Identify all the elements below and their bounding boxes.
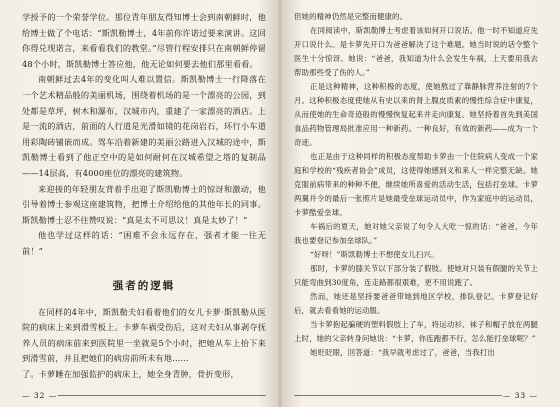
right-page <box>294 10 538 402</box>
right-paragraph-5: 车祸后的夏天，她对她父亲说了句令人大吃一惊的话：“爸爸，今年我也要登记参加垒球队。” <box>294 222 538 245</box>
right-paragraph-7: 那时，卡萝的膝关节以下部分装了假肢。使她对只装有假腿的关节上只能弯曲到30度角，连走路都很艰难，更不用说跑了。 <box>294 264 538 287</box>
section-paragraph-1: 在同样的4年中，斯凯勒夫妇看着他们的女儿卡萝·斯凯勒从医院的病床上来到滑雪板上。卡萝车祸受伤后，这对夫妇从事剥夺抚养人员的病床前来到医院里一坐就是5个小时，把她从车上抬下来到滑雪前，并且把她们的病房前所未有地…… <box>22 306 266 364</box>
right-paragraph-3: 正是这种精神，这种积极的态度，使她熬过了靠静脉营养注射的7个月。这种积极态度使她从有史以来的肾上腺皮质素的慢性综合症中康复，从而使她的生命奇迹般的慢慢恢复起来并走向康复。她坚持着首先到美国食品药物管理局批准应用一种新药。一种良好，有效的新药——成为一个奇迹。 <box>294 82 538 147</box>
left-page <box>22 10 266 402</box>
left-paragraph-2: 南朝鲜过去4年的变化叫人难以置信。斯凯勒博士一行降落在一个艺术精品般的美丽机场，围绕着机场的是一个漂亮的公园，到处都是草坪，树木和瀑布，汉城市内，重建了一家漂亮的酒店。上是一流的酒店，前面的人行道是光滑如镜的花岗岩石，环行小车道用彩陶砖铺嵌而成。驾车沿着新建的美丽公路进入汉城的途中，斯凯勒博士看到了他正空中的是如何耐何在汉城希望之塔的复制品——14层高，有4000座位的漂亮的建筑物。 <box>22 74 266 178</box>
section-paragraph-2: 了。卡萝睡在加强监护的病床上，她全身青肿，骨折变形， <box>22 368 239 379</box>
right-page-number: — 33 — <box>502 391 538 400</box>
left-footer-rule <box>58 395 266 396</box>
left-paragraph-1: 学授予的一个荣誉学位。那位青年朋友得知博士会到南朝鲜时，他给博士做了个电话：“斯凯勒博士，4年前你许诺过要来演讲。这回你得兑现诺言，来看看我们的教堂。”尽管行程安排只在南朝鲜停留48个小时，斯凯勒博士答应他，他无论如何要去他们那里看看。 <box>22 12 266 69</box>
right-page-body <box>294 10 538 360</box>
section-title: 强者的逻辑 <box>112 279 176 292</box>
right-paragraph-4: 也正是由于这种同样的积极态度帮助卡萝由一个住院病人变成一个家庭和学校的“残疾者协会”成员，这使得她感到义和来人一样完整无缺。她克服前病带来的种种不便，继续她所喜爱的活动生活，包括打垒球。卡萝两翼并令的最后一张照片是她最受垒球运动员中，作为家庭中的运动员，卡萝酷爱垒球。 <box>294 152 538 217</box>
left-paragraph-3: 来迎接的年轻朋友背着手出迎了斯凯勒博士的惊讶和激动，他引导着博士参观这座建筑物，把博士介绍给他的其他年长的同事。斯凯勒博士忍不住赞叹说：“真是太不可思议！真是太妙了！” <box>22 183 266 225</box>
right-paragraph-10: 她贬眨眼，回答道：“我早就考虑过了，爸爸，当我打出 <box>310 348 495 357</box>
left-paragraph-4: 他也学过这样的话：“困难不会永远存在，强者才能一往无前！” <box>22 230 266 256</box>
left-page-number: — 32 — <box>22 391 58 400</box>
right-paragraph-1: 但她的精神仍然是完整而健康的。 <box>294 12 408 21</box>
right-paragraph-6: “好呀！”斯凯勒博士不想使女儿扫兴。 <box>310 250 439 259</box>
right-footer-rule <box>294 395 502 396</box>
right-paragraph-2: 在同阅读中，斯凯勒博士考虑着该如何开口说话。他一时不知道应先开口说什么。是卡萝先开口为爸爸解决了这个难题。她当时说的话令整个医生十分惊讶。她说：“爸爸，我知道为什么会发生车祸，上天要用我去帮助那些受了伤的人。” <box>294 26 538 77</box>
right-paragraph-9: 当卡萝抱起骗硬的塑料假肢上了车，将运动衫、袜子和帽子放在两腿上时，她的父亲转身问她说：“卡萝，你连跑都不行，怎么能打垒球呢？” <box>294 320 538 343</box>
left-page-body <box>22 10 266 382</box>
right-paragraph-8: 然而，她还是坚持要爸爸带她到地区学校，排队登记。卡萝登记好后，就去看看她的运动服。 <box>294 292 538 315</box>
